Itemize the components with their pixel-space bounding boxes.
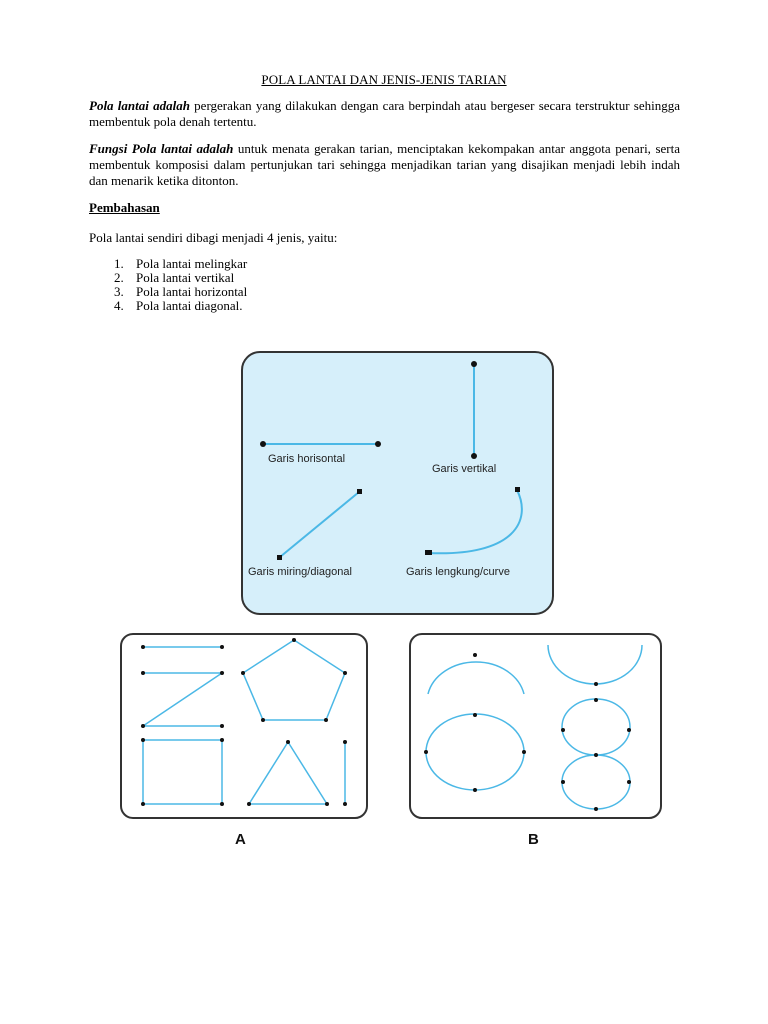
function-term: Fungsi Pola lantai adalah	[89, 141, 234, 156]
panel-a-label: A	[235, 831, 246, 848]
list-item: 1. Pola lantai melingkar	[114, 256, 248, 271]
vertical-line-label: Garis vertikal	[432, 463, 497, 475]
panel-b	[410, 634, 661, 818]
curve-line-label: Garis lengkung/curve	[406, 566, 510, 578]
list-item: 3. Pola lantai horizontal	[114, 284, 248, 299]
list-item: 4. Pola lantai diagonal.	[114, 298, 243, 313]
horizontal-line-label: Garis horisontal	[268, 453, 346, 465]
panel-b-label: B	[528, 831, 539, 848]
diagonal-line-label: Garis miring/diagonal	[248, 566, 352, 578]
definition-term: Pola lantai adalah	[89, 98, 190, 113]
document-title: POLA LANTAI DAN JENIS-JENIS TARIAN	[261, 72, 507, 87]
list-item: 2. Pola lantai vertikal	[114, 270, 235, 285]
function-text: untuk menata gerakan tarian, menciptakan kekompakan antar anggota penari, serta membentuk komposisi dalam pertunjukan tari sehingga menjadikan tarian yang disajikan menjadi lebih indah dan menarik ketika ditonton.	[89, 141, 681, 188]
intro-text: Pola lantai sendiri dibagi menjadi 4 jenis, yaitu:	[89, 230, 338, 245]
section-heading: Pembahasan	[89, 200, 160, 215]
definition-text: pergerakan yang dilakukan dengan cara berpindah atau bergeser secara terstruktur sehingga membentuk pola denah tertentu.	[89, 98, 680, 129]
